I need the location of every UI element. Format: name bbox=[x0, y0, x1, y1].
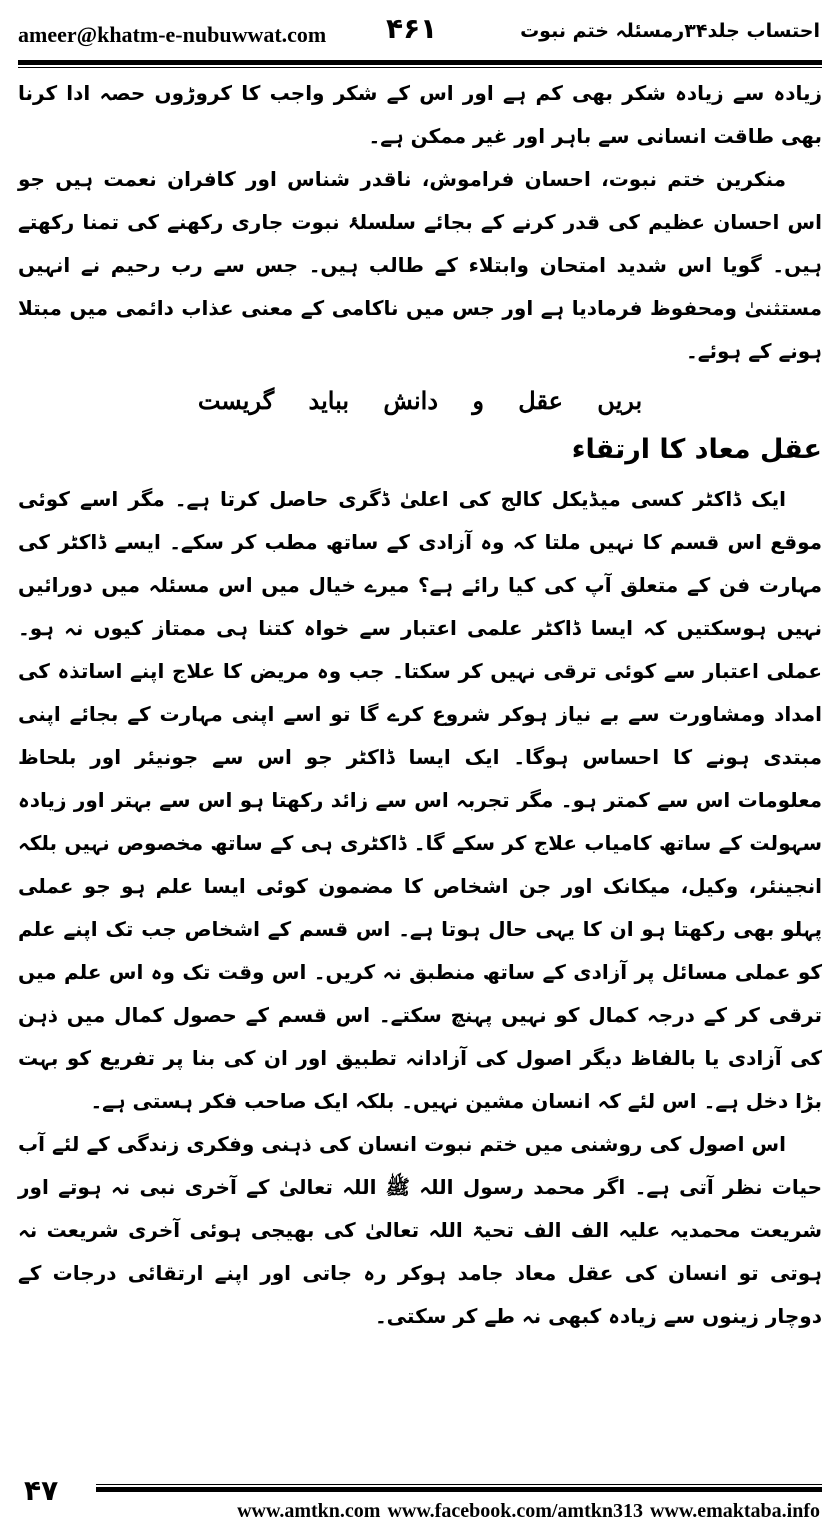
header-rule bbox=[18, 60, 822, 68]
persian-verse: بریں عقل و دانش بباید گریست bbox=[197, 386, 643, 415]
section-heading: عقل معاد کا ارتقاء bbox=[571, 434, 822, 465]
page-header bbox=[0, 0, 840, 62]
paragraph: ایک ڈاکٹر کسی میڈیکل کالج کی اعلیٰ ڈگری حاصل کرتا ہے۔ مگر اسے کوئی موقع اس قسم کا نہیں ملتا کہ وہ آزادی کے ساتھ مطب کر سکے۔ ایسے ڈاکٹر کی مہارت فن کے متعلق آپ کی کیا رائے ہے؟ میرے خیال میں اس مسئلہ میں دورائیں نہیں ہوسکتیں کہ ایسا ڈاکٹر علمی اعتبار سے خواہ کتنا ہی ممتاز کیوں نہ ہو۔ عملی اعتبار سے کوئی ترقی نہیں کر سکتا۔ جب وہ مریض کا علاج اپنے اساتذہ کی امداد ومشاورت سے بے نیاز ہوکر شروع کرے گا تو اسے اپنی مہارت کے بجائے اپنی مبتدی ہونے کا احساس ہوگا۔ ایک ایسا ڈاکٹر جو اس سے جونیئر اور بلحاظ معلومات اس سے کمتر ہو۔ مگر تجربہ اس سے زائد رکھتا ہو اس سے بہتر اور زیادہ سہولت کے ساتھ کامیاب علاج کر سکے گا۔ ڈاکٹری ہی کے ساتھ مخصوص نہیں بلکہ انجینئر، وکیل، میکانک اور جن اشخاص کا مضمون کوئی ایسا علم ہو جو عملی پہلو بھی رکھتا ہو ان کا یہی حال ہوتا ہے۔ اس قسم کے اشخاص جب تک اپنے علم کو عملی مسائل پر آزادی کے ساتھ منطبق نہ کریں۔ اس وقت تک وہ اس علم میں ترقی کر کے درجہ کمال کو نہیں پہنچ سکتے۔ اس قسم کے حصول کمال میں ذہن کی آزادی یا بالفاظ دیگر اصول کی آزادانہ تطبیق اور ان کی بنا پر تفریع کو بہت بڑا دخل ہے۔ اس لئے کہ انسان مشین نہیں۔ بلکہ ایک صاحب فکر ہستی ہے۔ bbox=[18, 487, 822, 1113]
footer-links: www.amtkn.com www.facebook.com/amtkn313 www.emaktaba.info bbox=[237, 1500, 820, 1522]
paragraph: زیادہ سے زیادہ شکر بھی کم ہے اور اس کے شکر واجب کا کروڑوں حصہ ادا کرنا بھی طاقت انسانی سے باہر اور غیر ممکن ہے۔ bbox=[18, 81, 822, 148]
footer-page-number: ۴۷ bbox=[24, 1474, 59, 1507]
header-email: ameer@khatm-e-nubuwwat.com bbox=[18, 22, 327, 47]
paragraph: منکرین ختم نبوت، احسان فراموش، ناقدر شناس اور کافران نعمت ہیں جو اس احسان عظیم کی قدر کرنے کے بجائے سلسلۂ نبوت جاری رکھنے کی تمنا رکھتے ہیں۔ گویا اس شدید امتحان وابتلاء کے طالب ہیں۔ جس سے رب رحیم نے انہیں مستثنیٰ ومحفوظ فرمادیا ہے اور جس میں ناکامی کے معنی عذاب دائمی میں مبتلا ہونے کے ہوئے۔ bbox=[18, 167, 822, 363]
header-page-number: ۴۶۱ bbox=[386, 12, 438, 45]
header-title: احتساب جلد۳۴رمسئلہ ختم نبوت bbox=[520, 20, 820, 42]
page-footer bbox=[0, 1462, 840, 1540]
footer-rule bbox=[96, 1484, 822, 1492]
page-body bbox=[18, 72, 822, 1452]
paragraph: اس اصول کی روشنی میں ختم نبوت انسان کی ذہنی وفکری زندگی کے لئے آب حیات نظر آتی ہے۔ اگر محمد رسول اللہ ﷺ اللہ تعالیٰ کے آخری نبی نہ ہوتے اور شریعت محمدیہ علیہ الف الف تحیۃ اللہ تعالیٰ کی بھیجی ہوئی آخری شریعت نہ ہوتی تو انسان کی عقل معاد جامد ہوکر رہ جاتی اور اپنے ارتقائی درجات کے دوچار زینوں سے زیادہ کبھی نہ طے کر سکتی۔ bbox=[18, 1132, 822, 1328]
